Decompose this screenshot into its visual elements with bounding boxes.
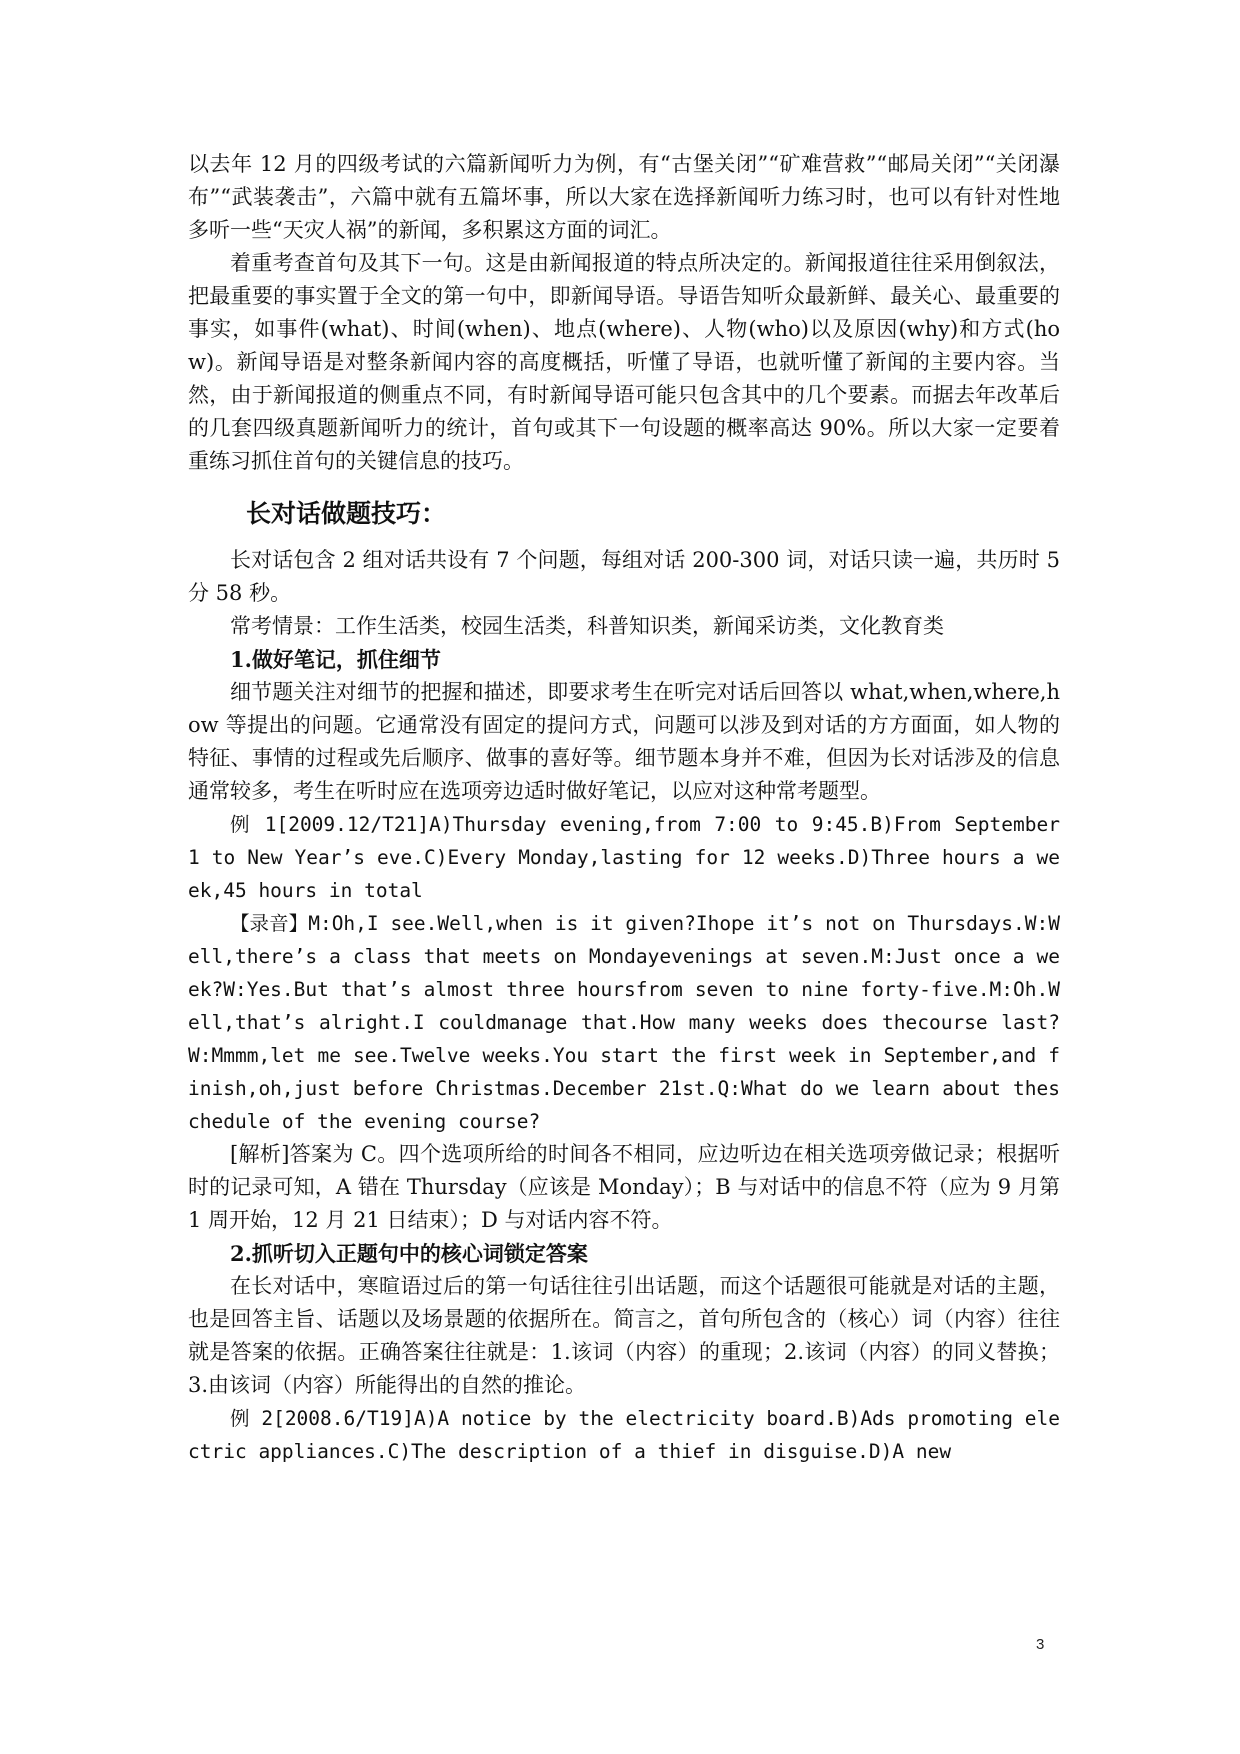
tip1-body: 细节题关注对细节的把握和描述，即要求考生在听完对话后回答以 what,when,where,how 等提出的问题。它通常没有固定的提问方式，问题可以涉及到对话的方方面面，如人物的特征、事情的过程或先后顺序、做事的喜好等。细节题本身并不难，但因为长对话涉及的信息通常较多，考生在听时应在选项旁边适时做好笔记，以应对这种常考题型。 xyxy=(188,680,1060,803)
intro-paragraph-2: 着重考查首句及其下一句。这是由新闻报道的特点所决定的。新闻报道往往采用倒叙法，把最重要的事实置于全文的第一句中，即新闻导语。导语告知听众最新鲜、最关心、最重要的事实，如事件(what)、时间(when)、地点(where)、人物(who)以及原因(why)和方式(how)。新闻导语是对整条新闻内容的高度概括，听懂了导语，也就听懂了新闻的主要内容。当然，由于新闻报道的侧重点不同，有时新闻导语可能只包含其中的几个要素。而据去年改革后的几套四级真题新闻听力的统计，首句或其下一句设题的概率高达 90%。所以大家一定要着重练习抓住首句的关键信息的技巧。 xyxy=(188,251,1060,473)
tip2-body: 在长对话中，寒暄语过后的第一句话往往引出话题，而这个话题很可能就是对话的主题，也是回答主旨、话题以及场景题的依据所在。简言之，首句所包含的（核心）词（内容）往往就是答案的依据。正确答案往往就是：1.该词（内容）的重现；2.该词（内容）的同义替换；3.由该词（内容）所能得出的自然的推论。 xyxy=(188,1274,1060,1397)
intro-paragraph-1: 以去年 12 月的四级考试的六篇新闻听力为例，有“古堡关闭”“矿难营救”“邮局关闭”“关闭瀑布”“武装袭击”，六篇中就有五篇坏事，所以大家在选择新闻听力练习时，也可以有针对性地多听一些“天灾人祸”的新闻，多积累这方面的词汇。 xyxy=(188,152,1060,242)
tip1-analysis: [解析]答案为 C。四个选项所给的时间各不相同，应边听边在相关选项旁做记录；根据听时的记录可知，A 错在 Thursday（应该是 Monday）；B 与对话中的信息不符（应为 9 月第 1 周开始，12 月 21 日结束）；D 与对话内容不符。 xyxy=(188,1142,1060,1232)
tip1-title: 1.做好笔记，抓住细节 xyxy=(230,647,441,672)
section-heading: 长对话做题技巧： xyxy=(246,499,447,528)
tip2-example: 例 2[2008.6/T19]A)A notice by the electricity board.B)Ads promoting electric appliances.C)The description of a thief in disguise.D)A new xyxy=(188,1407,1060,1463)
document-page xyxy=(188,148,1060,1468)
tip1-example: 例 1[2009.12/T21]A)Thursday evening,from 7:00 to 9:45.B)From September 1 to New Year’s eve.C)Every Monday,lasting for 12 weeks.D)Three hours a week,45 hours in total xyxy=(188,813,1060,902)
section-intro-1: 长对话包含 2 组对话共设有 7 个问题，每组对话 200-300 词，对话只读一遍，共历时 5 分 58 秒。 xyxy=(188,548,1060,605)
tip2-title: 2.抓听切入正题句中的核心词锁定答案 xyxy=(230,1241,588,1266)
page-number: 3 xyxy=(1036,1636,1045,1653)
tip1-recording: 【录音】M:Oh,I see.Well,when is it given?Ihope it’s not on Thursdays.W:Well,there’s a class that meets on Mondayevenings at seven.M:Just once a week?W:Yes.But that’s almost three hoursfrom seven to nine forty-five.M:Oh.Well,that’s alright.I couldmanage that.How many weeks does thecourse last?W:Mmmm,let me see.Twelve weeks.You start the first week in September,and finish,oh,just before Christmas.December 21st.Q:What do we learn about theschedule of the evening course? xyxy=(188,912,1060,1133)
section-intro-2: 常考情景：工作生活类，校园生活类，科普知识类，新闻采访类，文化教育类 xyxy=(230,614,944,638)
